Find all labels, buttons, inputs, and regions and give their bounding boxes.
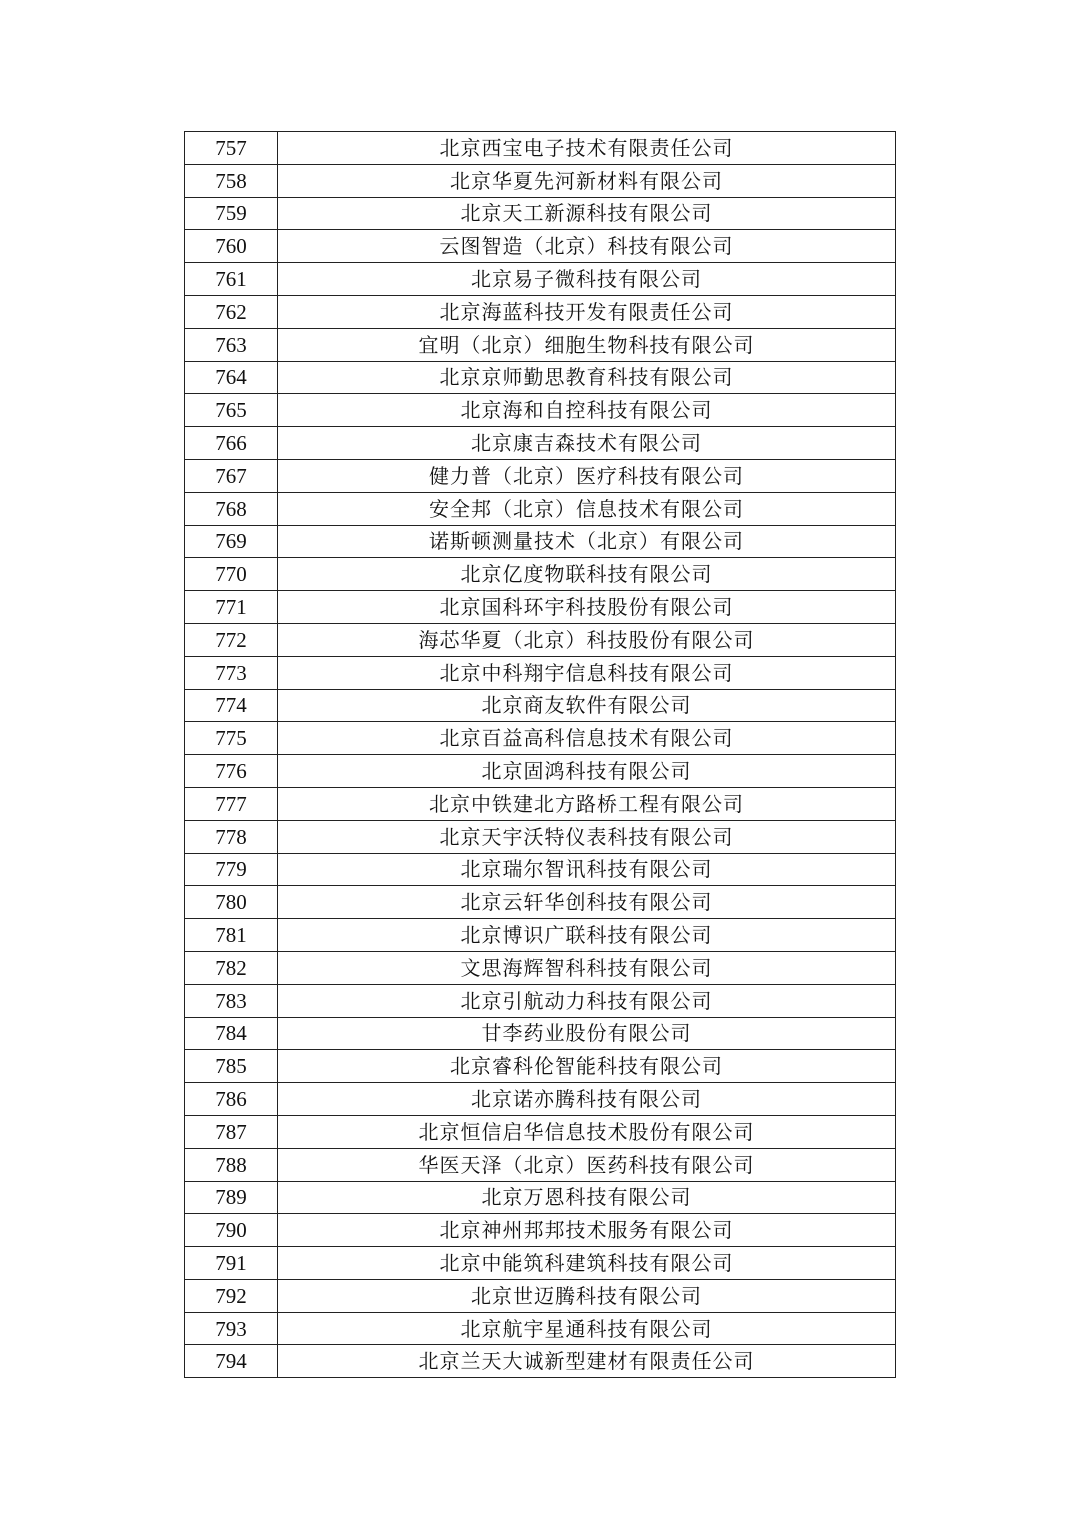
company-name-cell: 北京万恩科技有限公司 [278, 1181, 896, 1214]
company-name-cell: 北京国科环宇科技股份有限公司 [278, 591, 896, 624]
company-name-cell: 北京神州邦邦技术服务有限公司 [278, 1214, 896, 1247]
table-row [185, 886, 896, 919]
row-number-cell: 768 [185, 492, 278, 525]
row-number-cell: 772 [185, 623, 278, 656]
table-row [185, 328, 896, 361]
table-row [185, 755, 896, 788]
row-number-cell: 780 [185, 886, 278, 919]
table-row [185, 591, 896, 624]
company-name-cell: 北京博识广联科技有限公司 [278, 919, 896, 952]
company-name-cell: 北京中铁建北方路桥工程有限公司 [278, 787, 896, 820]
company-name-cell: 宜明（北京）细胞生物科技有限公司 [278, 328, 896, 361]
row-number-cell: 758 [185, 164, 278, 197]
company-name-cell: 北京诺亦腾科技有限公司 [278, 1083, 896, 1116]
company-name-cell: 北京瑞尔智讯科技有限公司 [278, 853, 896, 886]
table-row [185, 1247, 896, 1280]
company-name-cell: 北京兰天大诚新型建材有限责任公司 [278, 1345, 896, 1378]
table-row [185, 820, 896, 853]
row-number-cell: 781 [185, 919, 278, 952]
table-row [185, 919, 896, 952]
table-row [185, 1345, 896, 1378]
table-row [185, 459, 896, 492]
table-row [185, 230, 896, 263]
row-number-cell: 762 [185, 295, 278, 328]
row-number-cell: 777 [185, 787, 278, 820]
row-number-cell: 782 [185, 951, 278, 984]
row-number-cell: 785 [185, 1050, 278, 1083]
row-number-cell: 770 [185, 558, 278, 591]
company-name-cell: 北京天工新源科技有限公司 [278, 197, 896, 230]
table-row [185, 197, 896, 230]
table-row [185, 623, 896, 656]
table-row [185, 361, 896, 394]
company-name-cell: 北京百益高科信息技术有限公司 [278, 722, 896, 755]
company-name-cell: 北京航宇星通科技有限公司 [278, 1312, 896, 1345]
company-name-cell: 北京易子微科技有限公司 [278, 263, 896, 296]
table-row [185, 492, 896, 525]
company-name-cell: 诺斯顿测量技术（北京）有限公司 [278, 525, 896, 558]
table-row [185, 1017, 896, 1050]
row-number-cell: 773 [185, 656, 278, 689]
company-name-cell: 北京云轩华创科技有限公司 [278, 886, 896, 919]
row-number-cell: 790 [185, 1214, 278, 1247]
company-name-cell: 北京睿科伦智能科技有限公司 [278, 1050, 896, 1083]
company-name-cell: 北京海蓝科技开发有限责任公司 [278, 295, 896, 328]
company-name-cell: 文思海辉智科科技有限公司 [278, 951, 896, 984]
row-number-cell: 791 [185, 1247, 278, 1280]
row-number-cell: 784 [185, 1017, 278, 1050]
company-name-cell: 北京天宇沃特仪表科技有限公司 [278, 820, 896, 853]
company-name-cell: 北京亿度物联科技有限公司 [278, 558, 896, 591]
row-number-cell: 766 [185, 427, 278, 460]
row-number-cell: 789 [185, 1181, 278, 1214]
company-name-cell: 海芯华夏（北京）科技股份有限公司 [278, 623, 896, 656]
row-number-cell: 778 [185, 820, 278, 853]
table-row [185, 722, 896, 755]
table-row [185, 1279, 896, 1312]
company-name-cell: 健力普（北京）医疗科技有限公司 [278, 459, 896, 492]
table-row [185, 1214, 896, 1247]
table-row [185, 164, 896, 197]
table-row [185, 656, 896, 689]
row-number-cell: 776 [185, 755, 278, 788]
table-row [185, 1115, 896, 1148]
row-number-cell: 787 [185, 1115, 278, 1148]
table-row [185, 394, 896, 427]
table-row [185, 1181, 896, 1214]
table-row [185, 853, 896, 886]
row-number-cell: 771 [185, 591, 278, 624]
table-row [185, 787, 896, 820]
company-name-cell: 华医天泽（北京）医药科技有限公司 [278, 1148, 896, 1181]
table-row [185, 951, 896, 984]
row-number-cell: 792 [185, 1279, 278, 1312]
company-name-cell: 北京京师勤思教育科技有限公司 [278, 361, 896, 394]
row-number-cell: 763 [185, 328, 278, 361]
row-number-cell: 794 [185, 1345, 278, 1378]
company-name-cell: 北京引航动力科技有限公司 [278, 984, 896, 1017]
company-name-cell: 北京西宝电子技术有限责任公司 [278, 132, 896, 165]
row-number-cell: 775 [185, 722, 278, 755]
row-number-cell: 761 [185, 263, 278, 296]
table-row [185, 1083, 896, 1116]
row-number-cell: 764 [185, 361, 278, 394]
company-name-cell: 甘李药业股份有限公司 [278, 1017, 896, 1050]
table-row [185, 558, 896, 591]
company-list-body [185, 132, 896, 1378]
row-number-cell: 760 [185, 230, 278, 263]
company-name-cell: 云图智造（北京）科技有限公司 [278, 230, 896, 263]
table-row [185, 525, 896, 558]
company-name-cell: 北京固鸿科技有限公司 [278, 755, 896, 788]
table-row [185, 263, 896, 296]
company-name-cell: 北京恒信启华信息技术股份有限公司 [278, 1115, 896, 1148]
company-name-cell: 北京中科翔宇信息科技有限公司 [278, 656, 896, 689]
table-row [185, 1312, 896, 1345]
table-row [185, 984, 896, 1017]
row-number-cell: 786 [185, 1083, 278, 1116]
company-name-cell: 北京海和自控科技有限公司 [278, 394, 896, 427]
row-number-cell: 769 [185, 525, 278, 558]
company-name-cell: 北京华夏先河新材料有限公司 [278, 164, 896, 197]
row-number-cell: 765 [185, 394, 278, 427]
row-number-cell: 783 [185, 984, 278, 1017]
company-name-cell: 北京商友软件有限公司 [278, 689, 896, 722]
table-row [185, 295, 896, 328]
row-number-cell: 767 [185, 459, 278, 492]
row-number-cell: 774 [185, 689, 278, 722]
company-name-cell: 北京中能筑科建筑科技有限公司 [278, 1247, 896, 1280]
table-row [185, 132, 896, 165]
row-number-cell: 757 [185, 132, 278, 165]
table-row [185, 1050, 896, 1083]
row-number-cell: 759 [185, 197, 278, 230]
company-list-table [184, 131, 896, 1378]
row-number-cell: 793 [185, 1312, 278, 1345]
company-name-cell: 北京世迈腾科技有限公司 [278, 1279, 896, 1312]
row-number-cell: 788 [185, 1148, 278, 1181]
company-name-cell: 安全邦（北京）信息技术有限公司 [278, 492, 896, 525]
row-number-cell: 779 [185, 853, 278, 886]
table-row [185, 1148, 896, 1181]
company-name-cell: 北京康吉森技术有限公司 [278, 427, 896, 460]
table-row [185, 427, 896, 460]
table-row [185, 689, 896, 722]
